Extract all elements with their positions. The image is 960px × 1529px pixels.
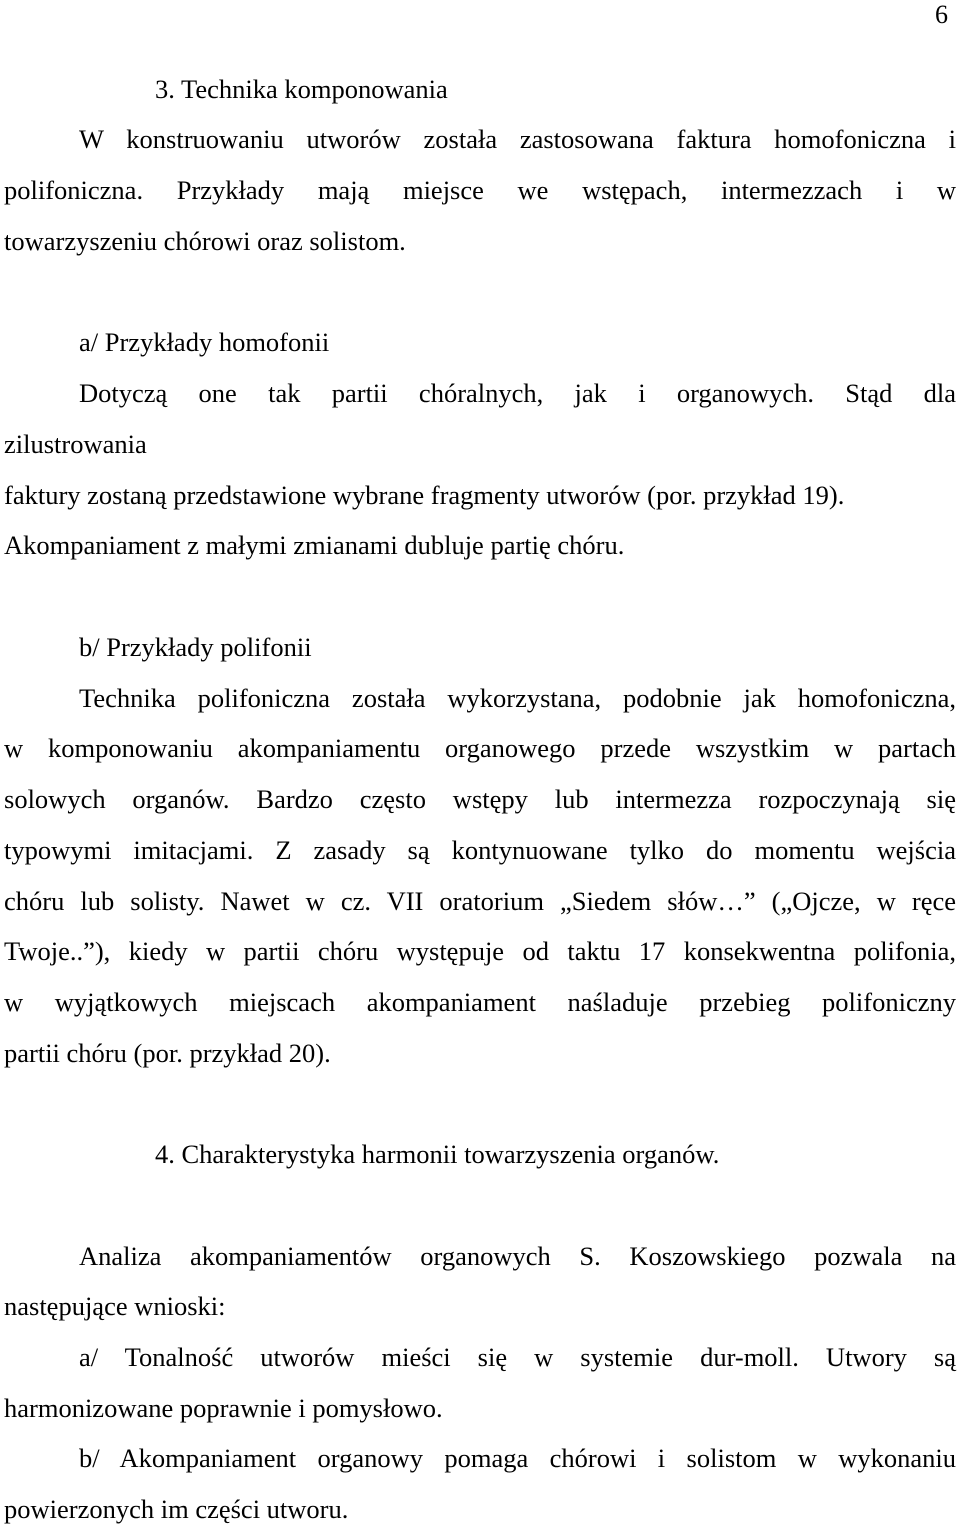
section-4-point-a-line-1: a/ Tonalność utworów mieści się w systemie dur-moll. Utwory są (79, 1342, 956, 1372)
section-4-intro-line-1: Analiza akompaniamentów organowych S. Koszowskiego pozwala na (79, 1241, 956, 1271)
polyphony-line-1: Technika polifoniczna została wykorzystana, podobnie jak homofoniczna, (79, 683, 956, 713)
polyphony-line-5: chóru lub solisty. Nawet w cz. VII oratorium „Siedem słów…” („Ojcze, w ręce (4, 886, 956, 916)
section-4-point-b-line-1: b/ Akompaniament organowy pomaga chórowi i solistom w wykonaniu (79, 1443, 956, 1473)
section-3-para-line-1: W konstruowaniu utworów została zastosowana faktura homofoniczna i (79, 124, 956, 154)
section-3-heading: 3. Technika komponowania (155, 74, 448, 104)
polyphony-line-2: w komponowaniu akompaniamentu organowego przede wszystkim w partach (4, 733, 956, 763)
homophony-heading: a/ Przykłady homofonii (79, 327, 330, 357)
homophony-line-4: Akompaniament z małymi zmianami dubluje partię chóru. (4, 530, 625, 560)
section-3-para-line-2: polifoniczna. Przykłady mają miejsce we wstępach, intermezzach i w (4, 175, 956, 205)
polyphony-heading: b/ Przykłady polifonii (79, 632, 312, 662)
polyphony-line-7: w wyjątkowych miejscach akompaniament naśladuje przebieg polifoniczny (4, 987, 956, 1017)
page-number: 6 (935, 0, 948, 29)
polyphony-line-6: Twoje..”), kiedy w partii chóru występuje od taktu 17 konsekwentna polifonia, (4, 936, 956, 966)
polyphony-line-4: typowymi imitacjami. Z zasady są kontynuowane tylko do momentu wejścia (4, 835, 956, 865)
section-4-heading: 4. Charakterystyka harmonii towarzyszenia organów. (155, 1139, 720, 1169)
section-4-point-a-line-2: harmonizowane poprawnie i pomysłowo. (4, 1393, 443, 1423)
section-4-point-b-line-2: powierzonych im części utworu. (4, 1494, 349, 1524)
polyphony-line-8: partii chóru (por. przykład 20). (4, 1038, 331, 1068)
homophony-line-3: faktury zostaną przedstawione wybrane fragmenty utworów (por. przykład 19). (4, 480, 845, 510)
homophony-line-2: zilustrowania (4, 429, 147, 459)
homophony-line-1: Dotyczą one tak partii chóralnych, jak i organowych. Stąd dla (79, 378, 956, 408)
section-3-para-line-3: towarzyszeniu chórowi oraz solistom. (4, 226, 406, 256)
section-4-intro-line-2: następujące wnioski: (4, 1291, 226, 1321)
polyphony-line-3: solowych organów. Bardzo często wstępy lub intermezza rozpoczynają się (4, 784, 956, 814)
